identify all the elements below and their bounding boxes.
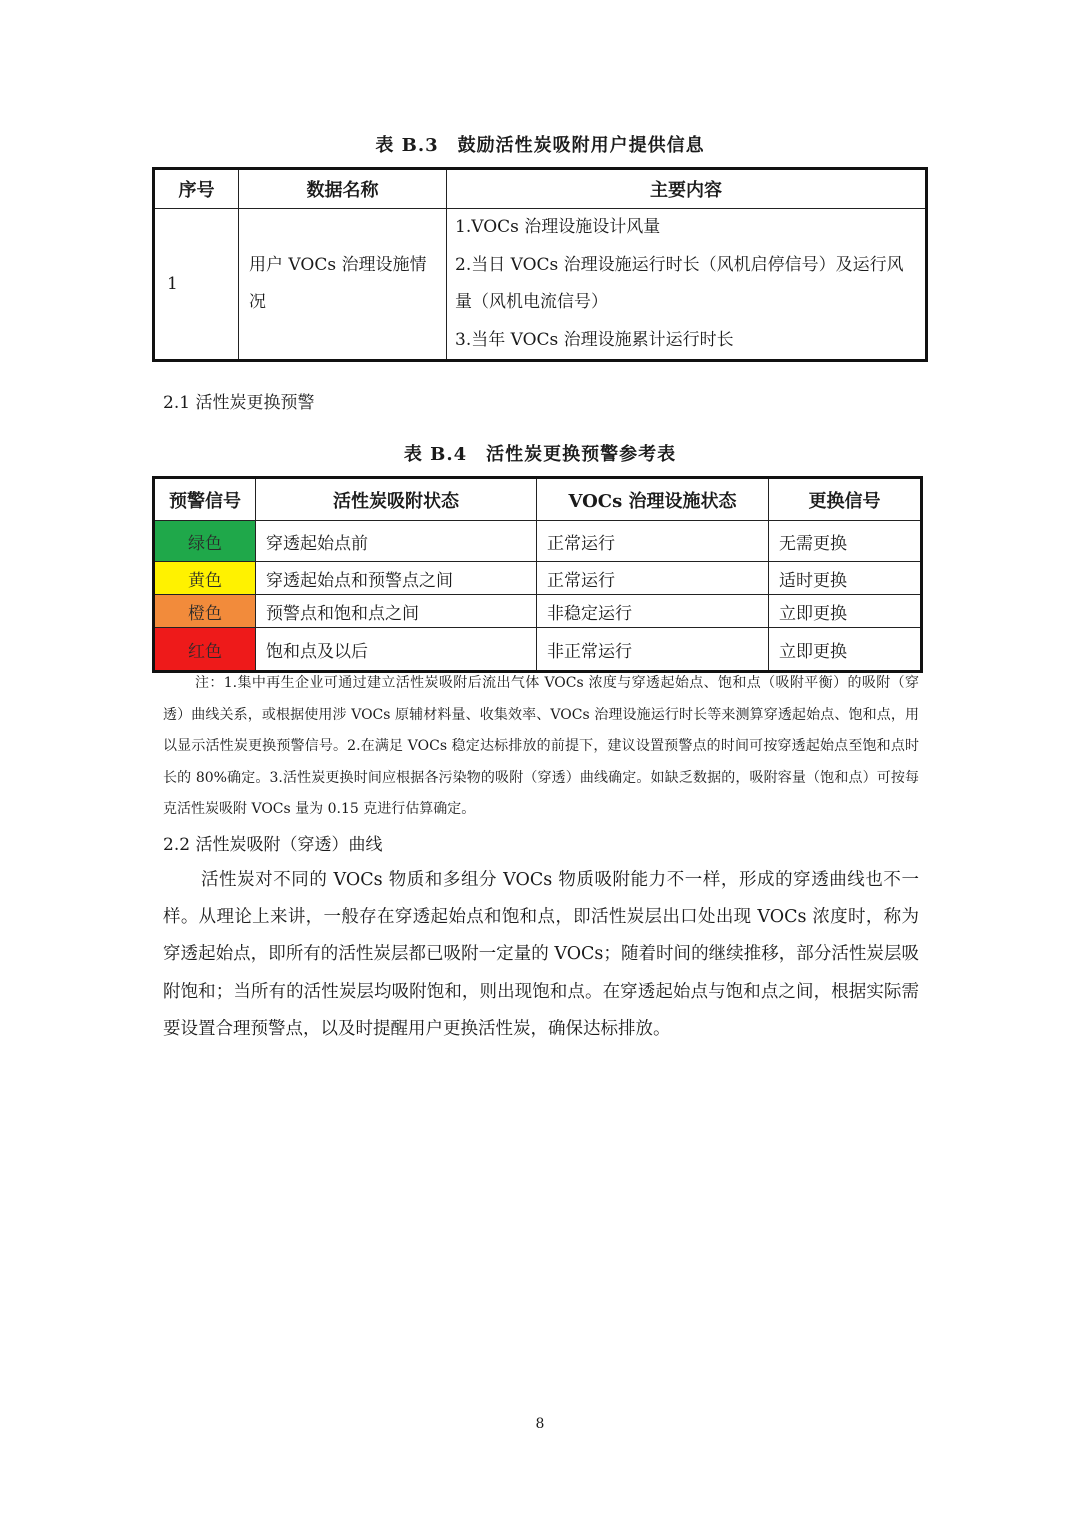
- cell-adsorption: 穿透起始点前: [256, 521, 537, 562]
- table-b4: [152, 476, 923, 673]
- cell-facility: 非正常运行: [537, 628, 769, 672]
- table-row: [154, 595, 922, 628]
- section-heading-2-1: 2.1 活性炭更换预警: [163, 393, 315, 413]
- cell-replace: 适时更换: [769, 562, 922, 595]
- content-line: 2.当日 VOCs 治理设施运行时长（风机启停信号）及运行风量（风机电流信号）: [455, 254, 904, 312]
- col-header-facility: VOCs 治理设施状态: [537, 478, 769, 521]
- table-b4-title: 表 B.4 活性炭更换预警参考表: [403, 444, 677, 465]
- cell-name: 用户 VOCs 治理设施情况: [239, 209, 447, 361]
- cell-replace: 无需更换: [769, 521, 922, 562]
- col-header-content: 主要内容: [447, 169, 927, 209]
- cell-seq: 1: [154, 209, 239, 361]
- cell-adsorption: 饱和点及以后: [256, 628, 537, 672]
- cell-content: [447, 209, 927, 361]
- table-b3-title: 表 B.3 鼓励活性炭吸附用户提供信息: [375, 135, 705, 156]
- signal-cell-yellow: 黄色: [154, 562, 256, 595]
- table-row: [154, 209, 927, 361]
- body-paragraph: 活性炭对不同的 VOCs 物质和多组分 VOCs 物质吸附能力不一样，形成的穿透曲线也不一样。从理论上来讲，一般存在穿透起始点和饱和点，即活性炭层出口处出现 VOCs 浓度时，称为穿透起始点，即所有的活性炭层都已吸附一定量的 VOCs；随着时间的继续推移，部分活性炭层吸附饱和；当所有的活性炭层均吸附饱和，则出现饱和点。在穿透起始点与饱和点之间，根据实际需要设置合理预警点，以及时提醒用户更换活性炭，确保达标排放。: [163, 870, 919, 1039]
- table-b3: [152, 167, 928, 362]
- cell-adsorption: 穿透起始点和预警点之间: [256, 562, 537, 595]
- table-row: [154, 521, 922, 562]
- table-note: 注：1.集中再生企业可通过建立活性炭吸附后流出气体 VOCs 浓度与穿透起始点、饱和点（吸附平衡）的吸附（穿透）曲线关系，或根据使用涉 VOCs 原辅材料量、收集效率、VOCs 治理设施运行时长等来测算穿透起始点、饱和点，用以显示活性炭更换预警信号。2.在满足 VOCs 稳定达标排放的前提下，建议设置预警点的时间可按穿透起始点至饱和点时长的 80%确定。3.活性炭更换时间应根据各污染物的吸附（穿透）曲线确定。如缺乏数据的，吸附容量（饱和点）可按每克活性炭吸附 VOCs 量为 0.15 克进行估算确定。: [163, 675, 919, 817]
- cell-facility: 正常运行: [537, 562, 769, 595]
- content-line: 3.当年 VOCs 治理设施累计运行时长: [455, 329, 734, 350]
- cell-replace: 立即更换: [769, 628, 922, 672]
- cell-adsorption: 预警点和饱和点之间: [256, 595, 537, 628]
- table-row: [154, 628, 922, 672]
- col-header-signal: 预警信号: [154, 478, 256, 521]
- cell-facility: 非稳定运行: [537, 595, 769, 628]
- col-header-name: 数据名称: [239, 169, 447, 209]
- table-header-row: [154, 478, 922, 521]
- col-header-replace: 更换信号: [769, 478, 922, 521]
- signal-cell-orange: 橙色: [154, 595, 256, 628]
- section-heading-2-2: 2.2 活性炭吸附（穿透）曲线: [163, 835, 383, 855]
- table-row: [154, 562, 922, 595]
- content-line: 1.VOCs 治理设施设计风量: [455, 217, 661, 237]
- signal-cell-green: 绿色: [154, 521, 256, 562]
- table-header-row: [154, 169, 927, 209]
- col-header-seq: 序号: [154, 169, 239, 209]
- col-header-adsorption: 活性炭吸附状态: [256, 478, 537, 521]
- signal-cell-red: 红色: [154, 628, 256, 672]
- page-number: 8: [535, 1416, 545, 1432]
- cell-facility: 正常运行: [537, 521, 769, 562]
- cell-replace: 立即更换: [769, 595, 922, 628]
